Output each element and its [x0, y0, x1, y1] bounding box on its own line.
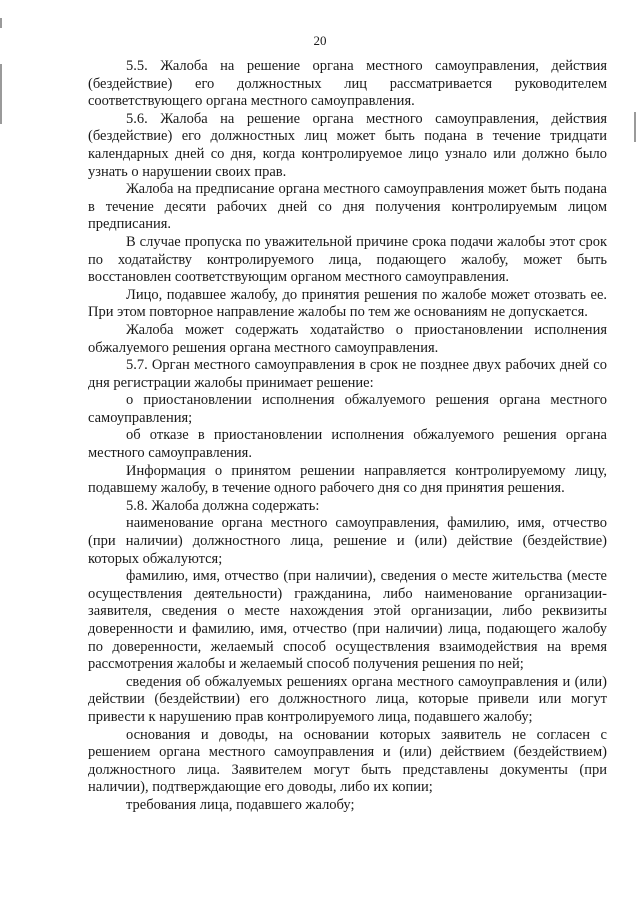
- paragraph-suspension-decision: о приостановлении исполнения обжалуемого решения органа местного самоуправления;: [88, 392, 607, 426]
- list-item-requirements: требования лица, подавшего жалобу;: [126, 796, 355, 813]
- paragraph-complaint-withdrawal: Лицо, подавшее жалобу, до принятия решения по жалобе может отозвать ее. При этом повторное направление жалобы по тем же основаниям не допускается.: [88, 286, 607, 321]
- list-item-grounds-arguments: основания и доводы, на основании которых заявитель не согласен с решением органа местного самоуправления и (или) действием (бездействием) должностного лица. Заявителем могут быть представлены документы (при наличии), подтверждающие его доводы, либо их копии;: [88, 726, 607, 796]
- paragraph-5-5: 5.5. Жалоба на решение органа местного самоуправления, действия (бездействие) его должностных лиц рассматривается руководителем соответствующего органа местного самоуправления.: [88, 58, 607, 110]
- list-item-applicant-details: фамилию, имя, отчество (при наличии), сведения о месте жительства (месте осуществления деятельности) гражданина, либо наименование организации-заявителя, сведения о месте нахождения этой организации, либо реквизиты доверенности и фамилию, имя, отчество (при наличии) лица, подающего жалобу по доверенности, желаемый способ осуществления взаимодействия на время рассмотрения жалобы и желаемый способ получения решения по ней;: [88, 568, 607, 673]
- list-item-authority-name: наименование органа местного самоуправления, фамилию, имя, отчество (при наличии) должностного лица, решение и (или) действие (бездействие) которых обжалуются;: [88, 515, 607, 567]
- page-number: 20: [313, 33, 327, 48]
- paragraph-refusal-decision: об отказе в приостановлении исполнения обжалуемого решения органа местного самоуправления.: [88, 427, 607, 462]
- paragraph-5-8: 5.8. Жалоба должна содержать:: [126, 497, 320, 514]
- paragraph-suspension-petition: Жалоба может содержать ходатайство о приостановлении исполнения обжалуемого решения органа местного самоуправления.: [88, 321, 607, 356]
- scan-edge-mark-left: [0, 18, 2, 28]
- scan-edge-mark-right: [634, 112, 636, 142]
- paragraph-deadline-restoration: В случае пропуска по уважительной причине срока подачи жалобы этот срок по ходатайству контролируемого лица, подающего жалобу, может быть восстановлен соответствующим органом местного самоуправления.: [88, 233, 607, 286]
- paragraph-5-7: 5.7. Орган местного самоуправления в срок не позднее двух рабочих дней со дня регистрации жалобы принимает решение:: [88, 357, 607, 391]
- list-item-appealed-decisions: сведения об обжалуемых решениях органа местного самоуправления и (или) действии (бездействии) его должностного лица, которые привели или могут привести к нарушению прав контролируемого лица, подавшего жалобу;: [88, 673, 607, 725]
- paragraph-prescription-complaint: Жалоба на предписание органа местного самоуправления может быть подана в течение десяти рабочих дней со дня получения контролируемым лицом предписания.: [88, 181, 607, 233]
- paragraph-5-6: 5.6. Жалоба на решение органа местного самоуправления, действия (бездействие) его должностных лиц может быть подана в течение тридцати календарных дней со дня, когда контролируемое лицо узнало или должно было узнать о нарушении своих прав.: [88, 110, 607, 180]
- scan-edge-mark-left-lower: [0, 64, 2, 124]
- document-body: [88, 58, 607, 815]
- paragraph-decision-notice: Информация о принятом решении направляется контролируемому лицу, подавшему жалобу, в течение одного рабочего дня со дня принятия решения.: [88, 462, 607, 497]
